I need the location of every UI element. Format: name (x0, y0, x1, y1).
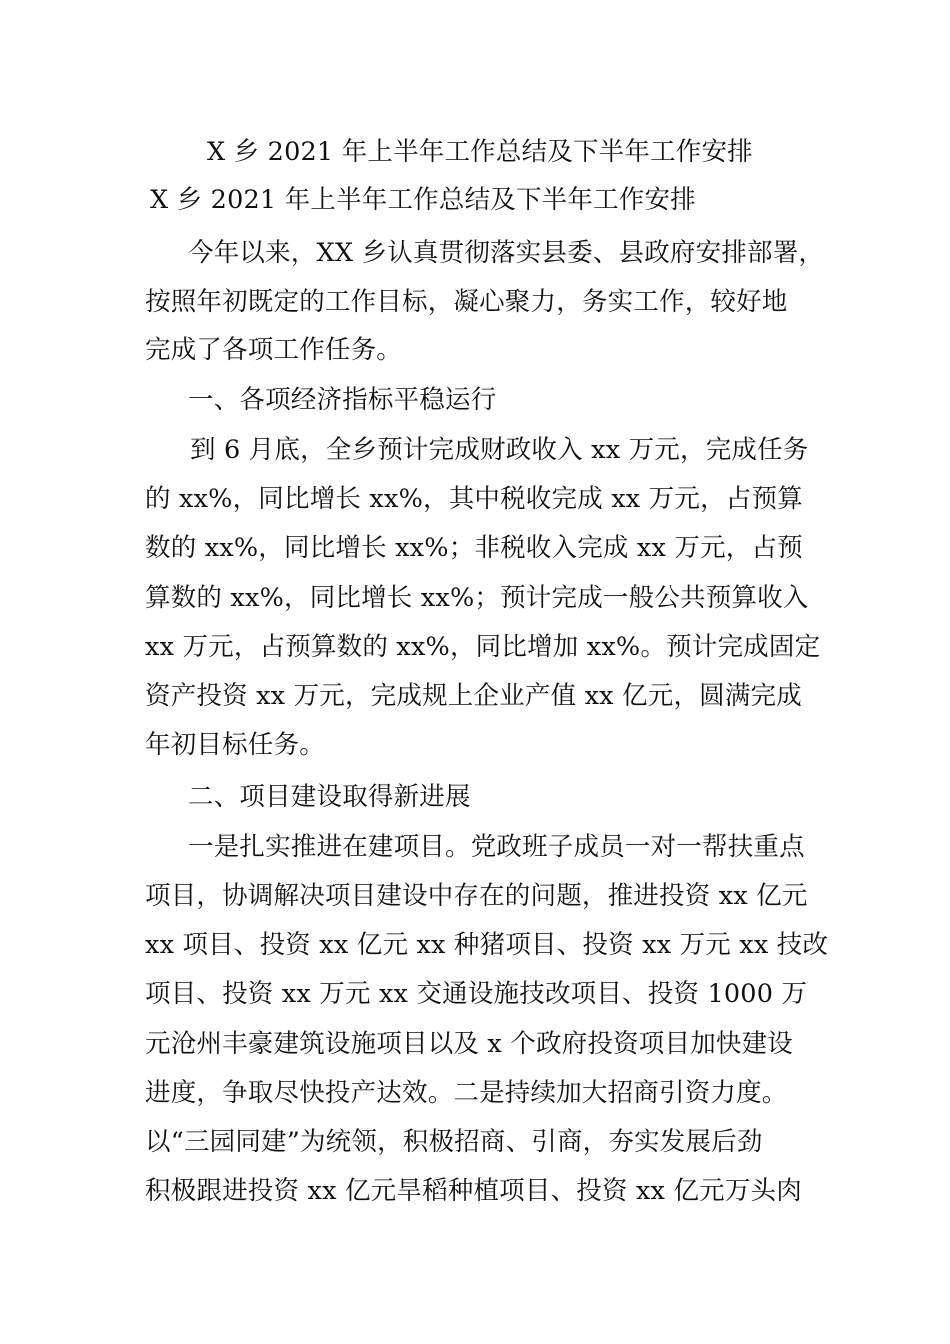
paragraph-line-18: 进度，争取尽快投产达效。二是持续加大招商引资力度。 (145, 1078, 788, 1108)
paragraph-line-10: 资产投资 xx 万元，完成规上企业产值 xx 亿元，圆满完成 (145, 681, 802, 711)
paragraph-line-3: 完成了各项工作任务。 (145, 335, 403, 365)
paragraph-line-20: 积极跟进投资 xx 亿元旱稻种植项目、投资 xx 亿元万头肉 (145, 1176, 802, 1206)
paragraph-line-17: 元沧州丰豪建筑设施项目以及 x 个政府投资项目加快建设 (145, 1029, 793, 1059)
paragraph-line-14: 项目，协调解决项目建设中存在的问题，推进投资 xx 亿元 (145, 881, 808, 911)
document-title: X 乡 2021 年上半年工作总结及下半年工作安排 (207, 137, 753, 167)
paragraph-line-8: 算数的 xx%，同比增长 xx%；预计完成一般公共预算收入 (145, 583, 809, 613)
section-heading-2: 二、项目建设取得新进展 (188, 782, 471, 812)
paragraph-line-2: 按照年初既定的工作目标，凝心聚力，务实工作，较好地 (145, 287, 788, 317)
paragraph-line-9: xx 万元，占预算数的 xx%，同比增加 xx%。预计完成固定 (145, 632, 821, 662)
paragraph-line-6: 的 xx%，同比增长 xx%，其中税收完成 xx 万元，占预算 (145, 484, 803, 514)
paragraph-line-15: xx 项目、投资 xx 亿元 xx 种猪项目、投资 xx 万元 xx 技改 (145, 930, 829, 960)
paragraph-line-5: 到 6 月底，全乡预计完成财政收入 xx 万元，完成任务 (190, 435, 809, 465)
paragraph-line-7: 数的 xx%，同比增长 xx%；非税收入完成 xx 万元，占预 (145, 533, 803, 563)
section-heading-1: 一、各项经济指标平稳运行 (188, 385, 497, 415)
paragraph-line-1: 今年以来，XX 乡认真贯彻落实县委、县政府安排部署， (188, 238, 825, 268)
paragraph-line-13: 一是扎实推进在建项目。党政班子成员一对一帮扶重点 (188, 832, 805, 862)
paragraph-line-16: 项目、投资 xx 万元 xx 交通设施技改项目、投资 1000 万 (145, 979, 808, 1009)
paragraph-line-11: 年初目标任务。 (145, 730, 325, 760)
document-subtitle: X 乡 2021 年上半年工作总结及下半年工作安排 (150, 185, 696, 215)
paragraph-line-19: 以“三园同建”为统领，积极招商、引商，夯实发展后劲 (145, 1127, 763, 1157)
